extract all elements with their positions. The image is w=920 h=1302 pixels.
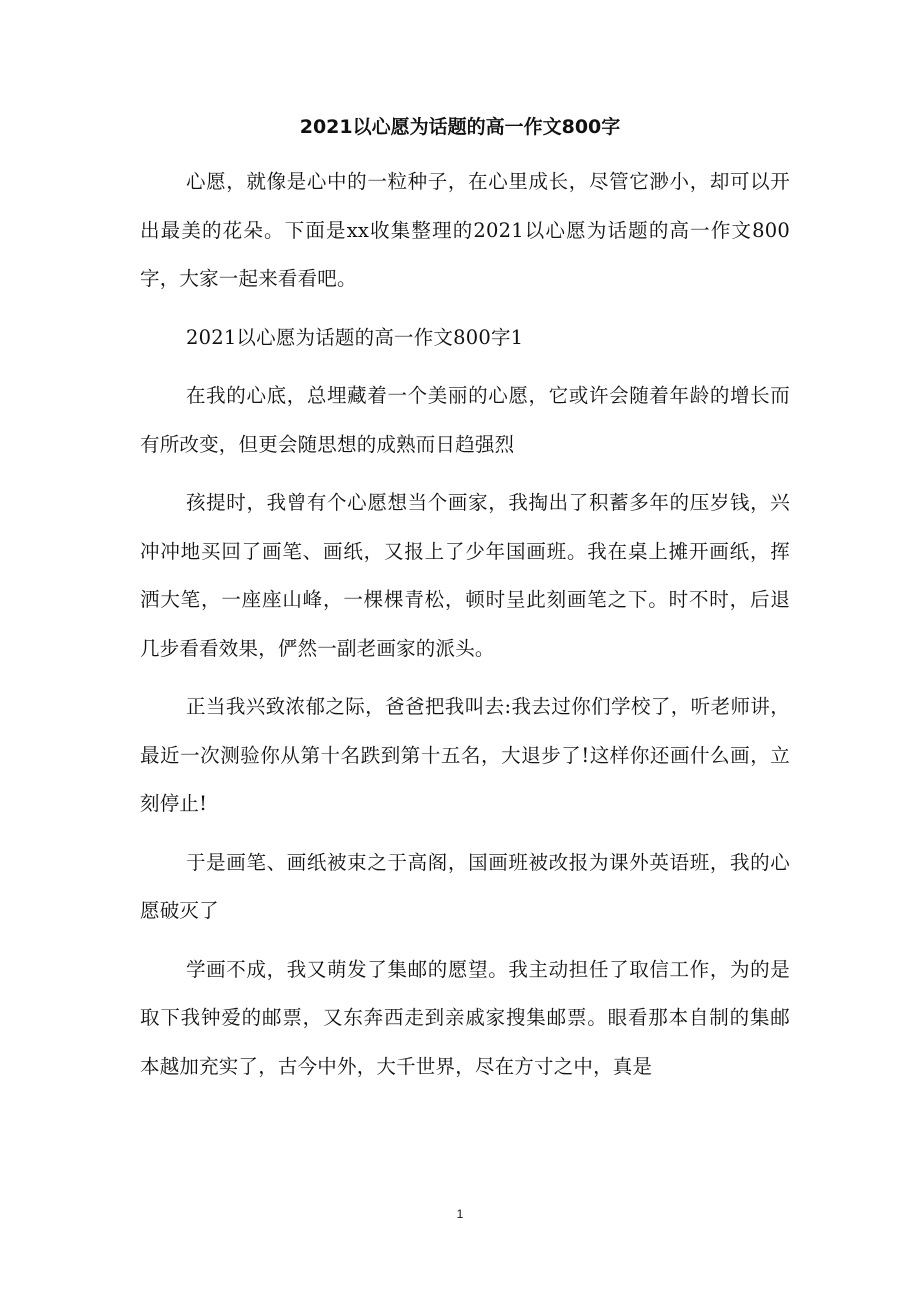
body-paragraph: 正当我兴致浓郁之际，爸爸把我叫去:我去过你们学校了，听老师讲，最近一次测验你从第十名跌到第十五名，大退步了!这样你还画什么画，立刻停止! xyxy=(140,695,790,815)
body-paragraph: 在我的心底，总埋藏着一个美丽的心愿，它或许会随着年龄的增长而有所改变，但更会随思想的成熟而日趋强烈 xyxy=(140,384,790,456)
body-paragraph: 于是画笔、画纸被束之于高阁，国画班被改报为课外英语班，我的心愿破灭了 xyxy=(140,850,790,922)
essay-subtitle: 2021以心愿为话题的高一作文800字1 xyxy=(186,325,524,349)
intro-paragraph: 心愿，就像是心中的一粒种子，在心里成长，尽管它渺小，却可以开出最美的花朵。下面是xx收集整理的2021以心愿为话题的高一作文800字，大家一起来看看吧。 xyxy=(140,170,790,290)
body-paragraph: 学画不成，我又萌发了集邮的愿望。我主动担任了取信工作，为的是取下我钟爱的邮票，又东奔西走到亲戚家搜集邮票。眼看那本自制的集邮本越加充实了，古今中外，大千世界，尽在方寸之中，真是 xyxy=(140,957,790,1078)
document-body xyxy=(140,158,790,1101)
body-paragraph: 孩提时，我曾有个心愿想当个画家，我掏出了积蓄多年的压岁钱，兴冲冲地买回了画笔、画纸，又报上了少年国画班。我在桌上摊开画纸，挥洒大笔，一座座山峰，一棵棵青松，顿时呈此刻画笔之下。时不时，后退几步看看效果，俨然一副老画家的派头。 xyxy=(140,491,790,660)
document-title: 2021以心愿为话题的高一作文800字 xyxy=(299,116,621,138)
page-number: 1 xyxy=(456,1207,464,1221)
